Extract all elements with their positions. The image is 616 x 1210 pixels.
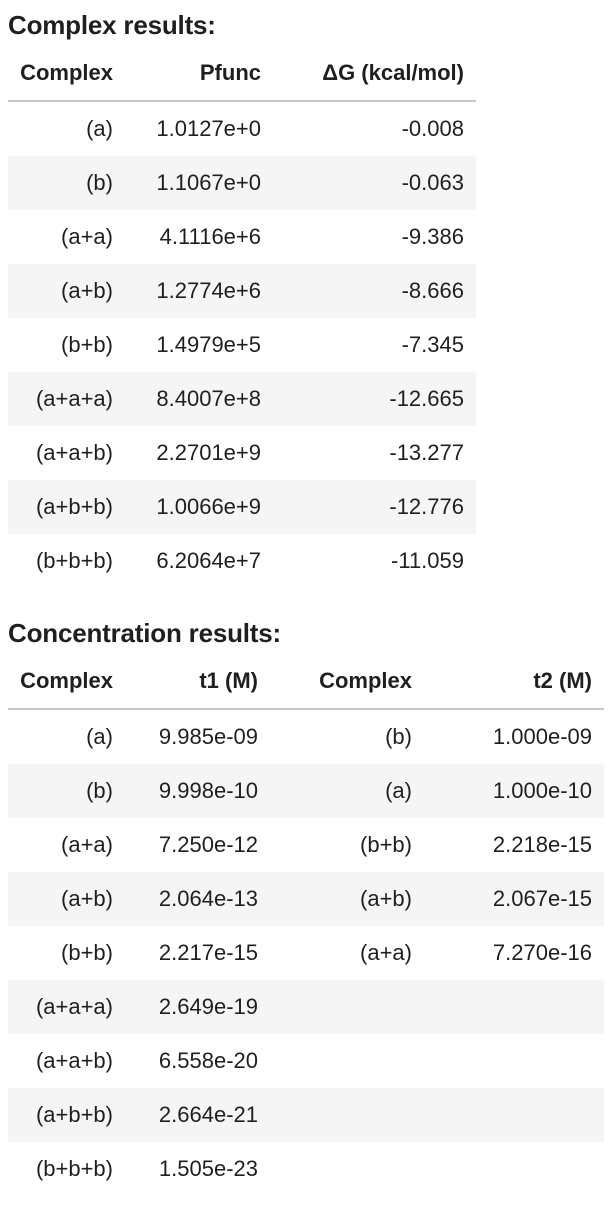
table-row xyxy=(8,818,604,872)
col-header-complex-t1: Complex xyxy=(8,654,125,709)
complex-results-title: Complex results: xyxy=(8,10,216,40)
cell-t2-concentration: 1.000e-10 xyxy=(424,764,604,818)
cell-complex-t2: (a+a) xyxy=(360,940,412,965)
cell-delta-g: -0.063 xyxy=(273,156,476,210)
cell-pfunc: 8.4007e+8 xyxy=(125,372,273,426)
table-row xyxy=(8,872,604,926)
table-row xyxy=(8,101,476,156)
cell-complex: (a) xyxy=(86,116,113,141)
table-row xyxy=(8,1034,604,1088)
cell-pfunc: 1.2774e+6 xyxy=(125,264,273,318)
cell-complex: (a+a+b) xyxy=(35,440,113,465)
cell-pfunc: 6.2064e+7 xyxy=(156,548,261,573)
cell-complex-t2 xyxy=(270,1034,424,1088)
cell-complex-t1: (a) xyxy=(86,724,113,749)
concentration-results-title: Concentration results: xyxy=(8,618,281,648)
cell-complex-t1: (a+b) xyxy=(8,872,125,926)
cell-pfunc: 1.0127e+0 xyxy=(156,116,261,141)
cell-complex: (b+b+b) xyxy=(35,548,113,573)
cell-delta-g: -8.666 xyxy=(273,264,476,318)
cell-pfunc: 2.2701e+9 xyxy=(156,440,261,465)
cell-complex: (b+b) xyxy=(61,332,113,357)
table-row xyxy=(8,210,476,264)
table-row xyxy=(8,264,476,318)
cell-pfunc: 1.4979e+5 xyxy=(156,332,261,357)
cell-complex: (b) xyxy=(8,156,125,210)
table-row xyxy=(8,1088,604,1142)
cell-complex: (a+b) xyxy=(8,264,125,318)
cell-t2-concentration: 2.067e-15 xyxy=(424,872,604,926)
cell-complex-t1: (a+a+a) xyxy=(8,980,125,1034)
concentration-results-section xyxy=(8,610,616,1196)
cell-t1-concentration: 9.985e-09 xyxy=(158,724,258,749)
cell-t1-concentration: 9.998e-10 xyxy=(125,764,270,818)
cell-t1-concentration: 2.664e-21 xyxy=(125,1088,270,1142)
cell-t2-concentration: 2.218e-15 xyxy=(492,832,592,857)
cell-t1-concentration: 2.217e-15 xyxy=(158,940,258,965)
cell-t1-concentration: 1.505e-23 xyxy=(158,1156,258,1181)
col-header-delta-g: ΔG (kcal/mol) xyxy=(273,46,476,101)
table-header-row xyxy=(8,654,604,709)
cell-complex-t2: (b) xyxy=(385,724,412,749)
cell-t1-concentration: 6.558e-20 xyxy=(158,1048,258,1073)
cell-pfunc: 1.0066e+9 xyxy=(125,480,273,534)
cell-complex-t2 xyxy=(270,980,424,1034)
col-header-t1: t1 (M) xyxy=(125,654,270,709)
cell-complex: (a+a) xyxy=(61,224,113,249)
table-header-row xyxy=(8,46,476,101)
cell-complex-t2: (a+b) xyxy=(270,872,424,926)
cell-complex-t2 xyxy=(270,1142,424,1196)
cell-delta-g: -12.665 xyxy=(273,372,476,426)
cell-t1-concentration: 2.064e-13 xyxy=(125,872,270,926)
complex-results-table xyxy=(8,46,476,588)
cell-complex-t1: (b) xyxy=(8,764,125,818)
cell-complex-t2 xyxy=(270,1088,424,1142)
col-header-t2: t2 (M) xyxy=(424,654,604,709)
table-row xyxy=(8,426,476,480)
cell-delta-g: -9.386 xyxy=(401,224,464,249)
cell-complex-t1: (a+b+b) xyxy=(8,1088,125,1142)
table-row xyxy=(8,480,476,534)
cell-complex-t2: (a) xyxy=(270,764,424,818)
cell-pfunc: 1.1067e+0 xyxy=(125,156,273,210)
table-row xyxy=(8,764,604,818)
cell-delta-g: -0.008 xyxy=(401,116,464,141)
col-header-complex-t2: Complex xyxy=(270,654,424,709)
cell-t2-concentration xyxy=(424,1034,604,1088)
cell-complex: (a+b+b) xyxy=(8,480,125,534)
table-row xyxy=(8,926,604,980)
table-row xyxy=(8,156,476,210)
table-row xyxy=(8,709,604,764)
cell-complex-t2: (b+b) xyxy=(360,832,412,857)
complex-results-section xyxy=(8,0,616,588)
cell-t2-concentration: 7.270e-16 xyxy=(492,940,592,965)
cell-t1-concentration: 2.649e-19 xyxy=(125,980,270,1034)
cell-complex-t1: (a+a+b) xyxy=(35,1048,113,1073)
cell-pfunc: 4.1116e+6 xyxy=(159,224,261,249)
cell-delta-g: -7.345 xyxy=(401,332,464,357)
concentration-results-table xyxy=(8,654,604,1196)
cell-complex-t1: (b+b+b) xyxy=(35,1156,113,1181)
cell-complex: (a+a+a) xyxy=(8,372,125,426)
cell-t1-concentration: 7.250e-12 xyxy=(158,832,258,857)
table-row xyxy=(8,1142,604,1196)
col-header-pfunc: Pfunc xyxy=(125,46,273,101)
cell-t2-concentration xyxy=(424,980,604,1034)
cell-t2-concentration xyxy=(424,1088,604,1142)
table-row xyxy=(8,534,476,588)
cell-t2-concentration: 1.000e-09 xyxy=(492,724,592,749)
table-row xyxy=(8,318,476,372)
table-row xyxy=(8,372,476,426)
cell-delta-g: -12.776 xyxy=(273,480,476,534)
col-header-complex: Complex xyxy=(8,46,125,101)
cell-t2-concentration xyxy=(424,1142,604,1196)
cell-complex-t1: (b+b) xyxy=(61,940,113,965)
cell-complex-t1: (a+a) xyxy=(61,832,113,857)
table-row xyxy=(8,980,604,1034)
cell-delta-g: -13.277 xyxy=(389,440,464,465)
cell-delta-g: -11.059 xyxy=(391,548,464,573)
